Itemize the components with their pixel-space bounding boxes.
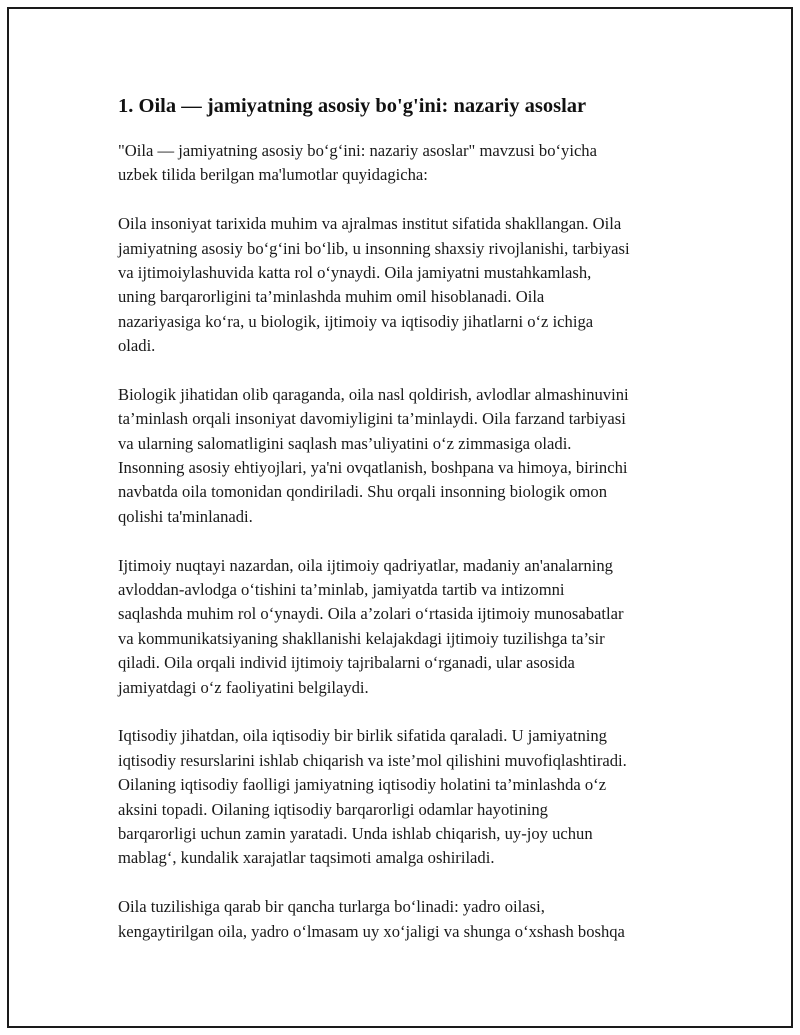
text-line: navbatda oila tomonidan qondiriladi. Shu orqali insonning biologik omon xyxy=(118,482,608,502)
paragraph-family-types xyxy=(118,895,698,944)
section-title: 1. Oila — jamiyatning asosiy bo'g'ini: nazariy asoslar xyxy=(118,95,587,117)
text-line: Biologik jihatidan olib qaraganda, oila nasl qoldirish, avlodlar almashinuvini xyxy=(118,384,629,404)
paragraph-intro xyxy=(118,139,698,188)
text-line: nazariyasiga ko‘ra, u biologik, ijtimoiy va iqtisodiy jihatlarni o‘z ichiga xyxy=(118,311,594,331)
text-line: va ularning salomatligini saqlash mas’uliyatini o‘z zimmasiga oladi. xyxy=(118,433,572,453)
text-line: Iqtisodiy jihatdan, oila iqtisodiy bir birlik sifatida qaraladi. U jamiyatning xyxy=(118,726,607,746)
text-line: kengaytirilgan oila, yadro o‘lmasam uy xo‘jaligi va shunga o‘xshash boshqa xyxy=(118,921,625,941)
paragraph-economic xyxy=(118,724,698,870)
text-line: Oila insoniyat tarixida muhim va ajralmas institut sifatida shakllangan. Oila xyxy=(118,214,622,234)
text-line: Oila tuzilishiga qarab bir qancha turlarga bo‘linadi: yadro oilasi, xyxy=(118,897,545,917)
text-line: va ijtimoiylashuvida katta rol o‘ynaydi. Oila jamiyatni mustahkamlash, xyxy=(118,262,592,282)
text-line: mablag‘, kundalik xarajatlar taqsimoti amalga oshiriladi. xyxy=(118,848,495,868)
text-line: uning barqarorligini ta’minlashda muhim omil hisoblanadi. Oila xyxy=(118,287,545,307)
text-line: saqlashda muhim rol o‘ynaydi. Oila a’zolari o‘rtasida ijtimoiy munosabatlar xyxy=(118,604,624,624)
text-line: iqtisodiy resurslarini ishlab chiqarish va iste’mol qilishini muvofiqlashtiradi. xyxy=(118,750,627,770)
document-page xyxy=(7,7,793,1028)
text-line: barqarorligi uchun zamin yaratadi. Unda ishlab chiqarish, uy-joy uchun xyxy=(118,823,593,843)
paragraph-overview xyxy=(118,212,698,358)
text-line: ta’minlash orqali insoniyat davomiyligini ta’minlaydi. Oila farzand tarbiyasi xyxy=(118,409,626,429)
text-line: oladi. xyxy=(118,336,156,356)
text-line: jamiyatdagi o‘z faoliyatini belgilaydi. xyxy=(118,677,369,697)
text-line: qiladi. Oila orqali individ ijtimoiy tajribalarni o‘rganadi, ular asosida xyxy=(118,653,575,673)
text-line: Oilaning iqtisodiy faolligi jamiyatning iqtisodiy holatini ta’minlashda o‘z xyxy=(118,775,607,795)
text-line: va kommunikatsiyaning shakllanishi kelajakdagi ijtimoiy tuzilishga ta’sir xyxy=(118,628,605,648)
text-line: aksini topadi. Oilaning iqtisodiy barqarorligi odamlar hayotining xyxy=(118,799,548,819)
text-line: jamiyatning asosiy bo‘g‘ini bo‘lib, u insonning shaxsiy rivojlanishi, tarbiyasi xyxy=(118,238,630,258)
text-line: avloddan-avlodga o‘tishini ta’minlab, jamiyatda tartib va intizomni xyxy=(118,580,565,600)
paragraph-social xyxy=(118,554,698,700)
text-line: Ijtimoiy nuqtayi nazardan, oila ijtimoiy qadriyatlar, madaniy an'analarning xyxy=(118,555,613,575)
text-line: qolishi ta'minlanadi. xyxy=(118,506,253,526)
text-line: uzbek tilida berilgan ma'lumotlar quyidagicha: xyxy=(118,165,428,185)
text-line: Insonning asosiy ehtiyojlari, ya'ni ovqatlanish, boshpana va himoya, birinchi xyxy=(118,458,628,478)
text-line: "Oila — jamiyatning asosiy bo‘g‘ini: nazariy asoslar" mavzusi bo‘yicha xyxy=(118,141,597,160)
paragraph-biological xyxy=(118,383,698,529)
document-content xyxy=(118,93,698,968)
